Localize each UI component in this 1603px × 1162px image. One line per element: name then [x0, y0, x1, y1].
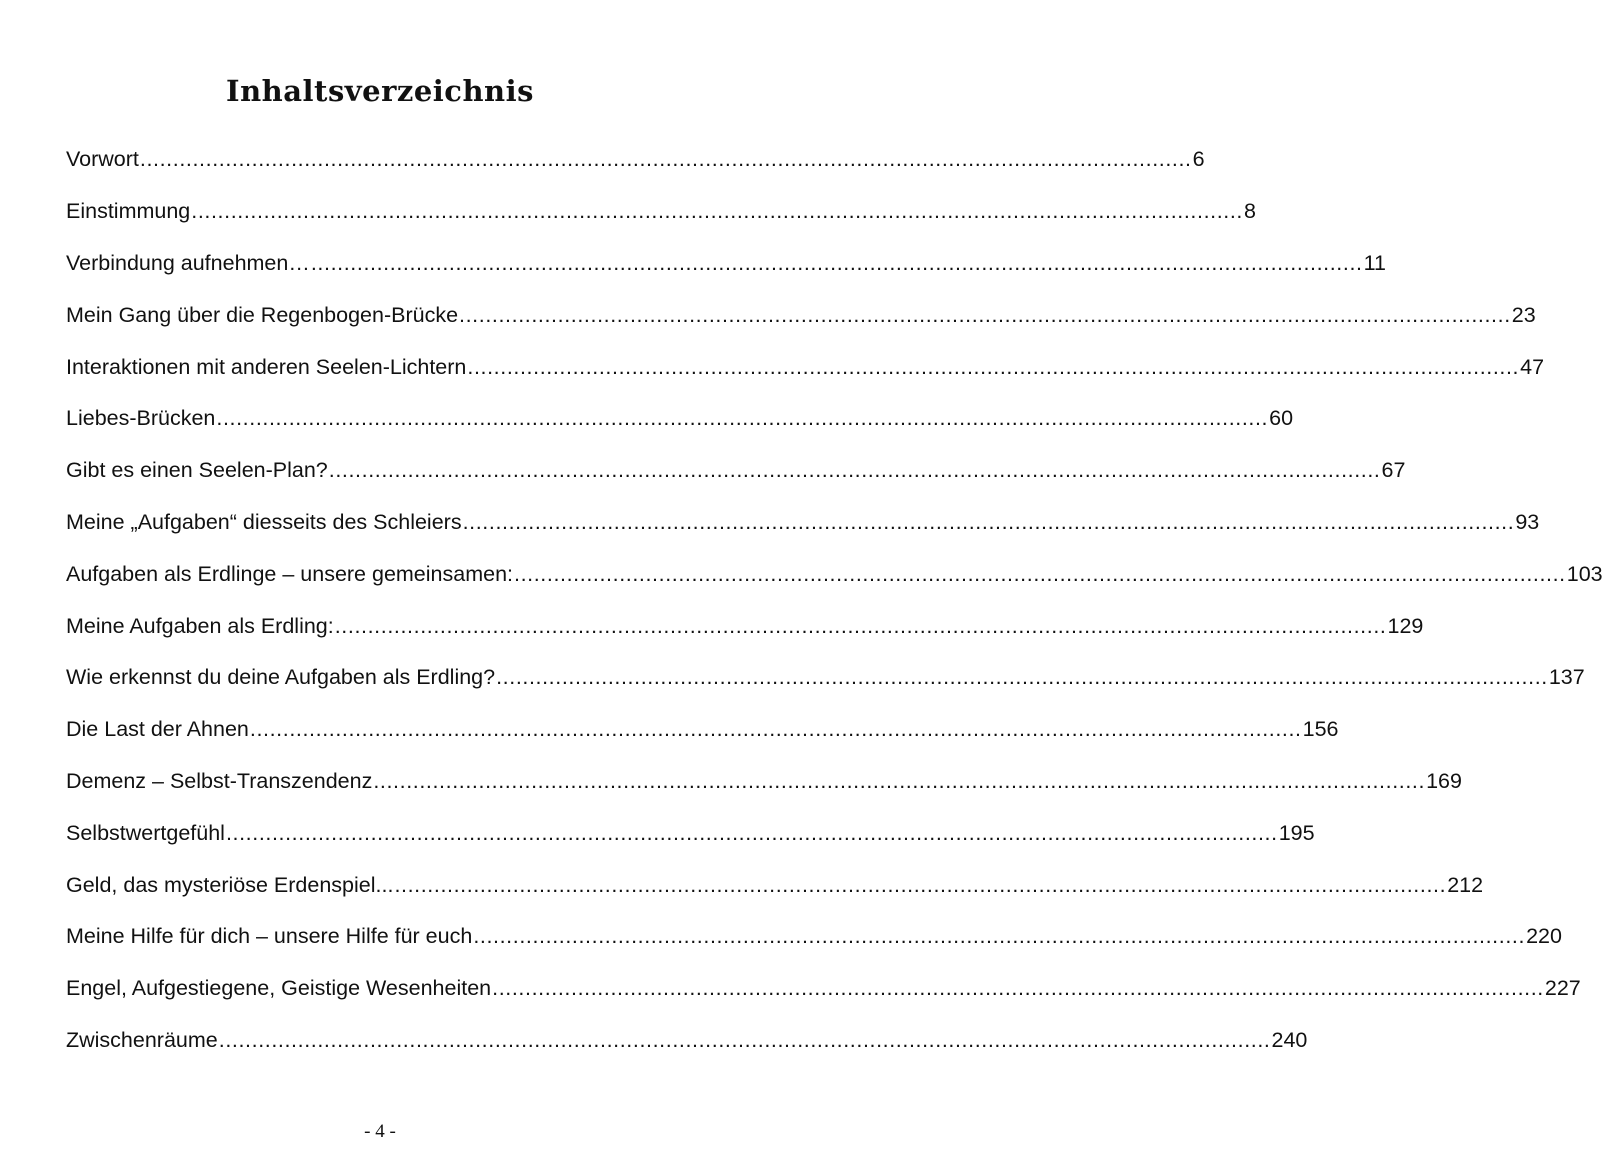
toc-entry-title: Aufgaben als Erdlinge – unsere gemeinsamen: — [66, 561, 514, 586]
dot-leader: ................................................................................................................................................................ — [462, 509, 1515, 534]
dot-leader: ................................................................................................................................................................ — [492, 976, 1544, 1001]
toc-entry — [66, 393, 1294, 445]
toc-entry — [66, 186, 1256, 238]
dot-leader: ................................................................................................................................................................ — [334, 613, 1387, 638]
dot-leader: ................................................................................................................................................................ — [496, 665, 1548, 690]
toc-entry-title: Die Last der Ahnen — [66, 717, 249, 742]
toc-entry-title: Selbstwertgefühl — [66, 820, 225, 845]
toc-entry-page: 227 — [1544, 976, 1581, 1001]
toc-entry-title: Zwischenräume — [66, 1027, 218, 1052]
toc-entry-page: 11 — [1363, 250, 1386, 275]
toc-entry-title: Liebes-Brücken — [66, 406, 216, 431]
toc-entry-page: 195 — [1278, 820, 1315, 845]
page-title: Inhaltsverzeichnis — [226, 74, 534, 108]
dot-leader: ................................................................................................................................................................ — [191, 199, 1244, 224]
toc-entry — [66, 134, 1205, 186]
toc-entry — [66, 497, 1540, 549]
table-of-contents — [66, 134, 1603, 1066]
page-number: - 4 - — [364, 1121, 396, 1142]
toc-entry — [66, 911, 1562, 963]
toc-entry-title: Meine Aufgaben als Erdling: — [66, 613, 334, 638]
toc-entry-title: Meine Hilfe für dich – unsere Hilfe für euch — [66, 924, 473, 949]
toc-entry — [66, 807, 1315, 859]
toc-entry — [66, 548, 1603, 600]
toc-entry-page: 103 — [1566, 561, 1603, 586]
toc-entry-page: 6 — [1192, 147, 1205, 172]
toc-entry-title: Gibt es einen Seelen-Plan? — [66, 458, 328, 483]
dot-leader: ................................................................................................................................................................ — [373, 768, 1426, 793]
toc-entry-page: 47 — [1520, 354, 1545, 379]
toc-entry — [66, 445, 1406, 497]
toc-entry-title: Interaktionen mit anderen Seelen-Lichtern — [66, 354, 467, 379]
toc-entry-page: 67 — [1381, 458, 1406, 483]
toc-entry-page: 23 — [1511, 302, 1536, 327]
toc-entry-title: Geld, das mysteriöse Erdenspiel... — [66, 872, 394, 897]
toc-entry-title: Meine „Aufgaben“ diesseits des Schleiers — [66, 509, 462, 534]
dot-leader: ................................................................................................................................................................ — [514, 561, 1566, 586]
toc-entry-page: 240 — [1271, 1027, 1308, 1052]
dot-leader: ................................................................................................................................................................ — [310, 250, 1363, 275]
toc-entry — [66, 652, 1585, 704]
toc-entry-page: 169 — [1426, 768, 1462, 793]
toc-entry — [66, 756, 1462, 808]
dot-leader: ................................................................................................................................................................ — [473, 924, 1526, 949]
toc-entry-title: Wie erkennst du deine Aufgaben als Erdling? — [66, 665, 496, 690]
toc-entry-title: Vorwort — [66, 147, 139, 172]
toc-entry — [66, 704, 1339, 756]
dot-leader: ................................................................................................................................................................ — [394, 872, 1447, 897]
dot-leader: ................................................................................................................................................................ — [218, 1027, 1271, 1052]
dot-leader: ................................................................................................................................................................ — [459, 302, 1511, 327]
dot-leader: ................................................................................................................................................................ — [216, 406, 1269, 431]
toc-entry-page: 156 — [1302, 717, 1339, 742]
toc-entry — [66, 289, 1536, 341]
toc-entry — [66, 600, 1424, 652]
toc-entry — [66, 963, 1581, 1015]
dot-leader: ................................................................................................................................................................ — [467, 354, 1520, 379]
toc-entry-title: Mein Gang über die Regenbogen-Brücke — [66, 302, 459, 327]
toc-entry-page: 137 — [1548, 665, 1585, 690]
toc-entry-title: Verbindung aufnehmen… — [66, 250, 310, 275]
dot-leader: ................................................................................................................................................................ — [225, 820, 1278, 845]
toc-entry — [66, 238, 1386, 290]
dot-leader: ................................................................................................................................................................ — [328, 458, 1381, 483]
toc-entry-page: 220 — [1526, 924, 1562, 949]
toc-entry-page: 129 — [1387, 613, 1424, 638]
toc-entry-title: Engel, Aufgestiegene, Geistige Wesenheiten — [66, 976, 492, 1001]
toc-entry — [66, 1015, 1308, 1067]
toc-entry-page: 93 — [1515, 509, 1540, 534]
toc-entry — [66, 341, 1545, 393]
toc-entry — [66, 859, 1484, 911]
toc-entry-page: 8 — [1244, 199, 1256, 224]
toc-entry-title: Demenz – Selbst-Transzendenz — [66, 768, 373, 793]
dot-leader: ................................................................................................................................................................ — [139, 147, 1192, 172]
dot-leader: ................................................................................................................................................................ — [249, 717, 1302, 742]
toc-entry-page: 60 — [1269, 406, 1294, 431]
toc-entry-page: 212 — [1447, 872, 1484, 897]
toc-entry-title: Einstimmung — [66, 199, 191, 224]
